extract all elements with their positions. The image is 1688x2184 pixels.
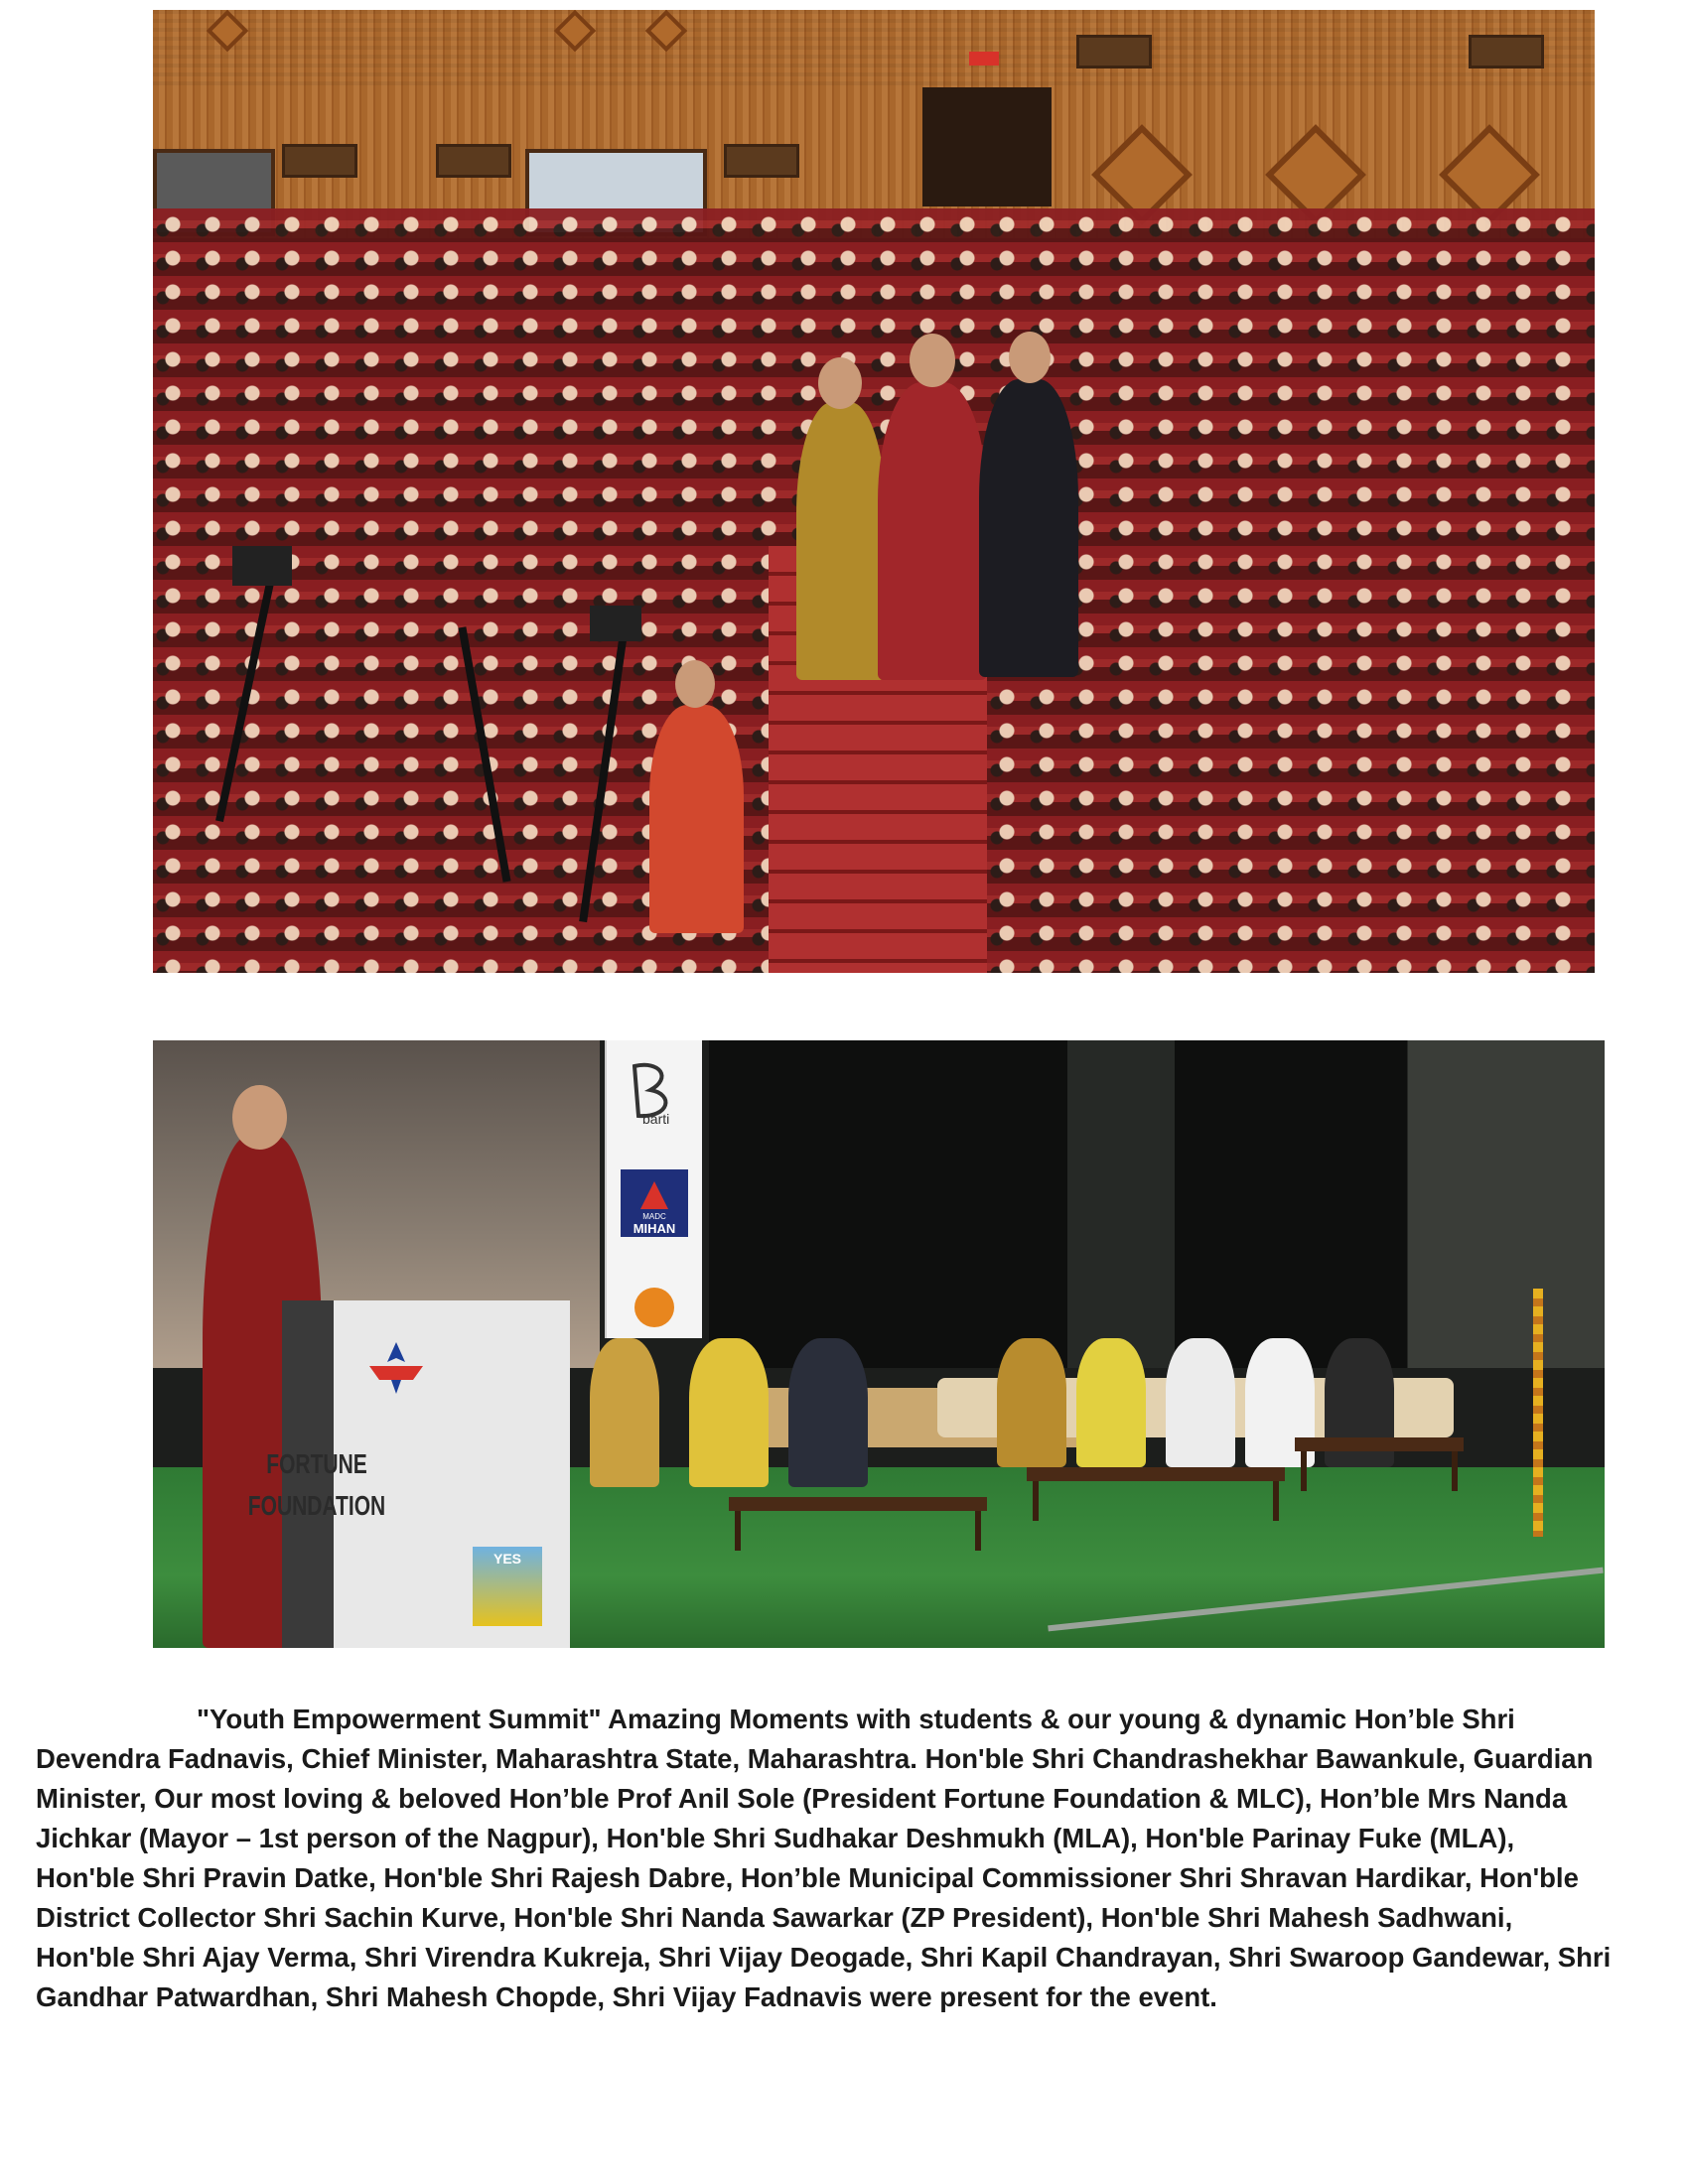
wall-vent	[724, 144, 799, 178]
fortune-foundation-logo	[361, 1338, 431, 1398]
seated-dignitary	[1166, 1338, 1235, 1467]
standing-guest	[796, 402, 886, 680]
caption-paragraph: "Youth Empowerment Summit" Amazing Moments with students & our young & dynamic Hon’ble Shri Devendra Fadnavis, Chief Minister, Maharashtra State, Maharashtra. Hon'ble Shri Chandrashekhar Bawankule, Guardian Minister, Our most loving & beloved Hon’ble Prof Anil Sole (President Fortune Foundation & MLC), Hon’ble Mrs Nanda Jichkar (Mayor – 1st person of the Nagpur), Hon'ble Shri Sudhakar Deshmukh (MLA), Hon'ble Parinay Fuke (MLA), Hon'ble Shri Pravin Datke, Hon'ble Shri Rajesh Dabre, Hon’ble Municipal Commissioner Shri Shravan Hardikar, Hon'ble District Collector Shri Sachin Kurve, Hon'ble Shri Nanda Sawarkar (ZP President), Hon'ble Shri Mahesh Sadhwani, Hon'ble Shri Ajay Verma, Shri Virendra Kukreja, Shri Vijay Deogade, Shri Kapil Chandrayan, Shri Swaroop Gandewar, Shri Gandhar Patwardhan, Shri Mahesh Chopde, Shri Vijay Fadnavis were present for the event.	[36, 1704, 1612, 2012]
wooden-wall	[153, 10, 1595, 238]
seated-dignitary	[788, 1338, 868, 1487]
mihan-logo-text: MIHAN	[633, 1221, 676, 1236]
yes-badge-text: YES	[492, 1551, 521, 1567]
video-camera	[590, 606, 641, 641]
auditorium-photo	[153, 10, 1595, 973]
guest-head	[675, 660, 715, 708]
entrance-door	[922, 87, 1052, 206]
guest-head	[1009, 332, 1051, 383]
coffee-table	[1027, 1467, 1285, 1481]
barti-logo	[621, 1058, 688, 1126]
exit-sign	[969, 52, 999, 66]
guest-head	[910, 334, 955, 387]
stage-backdrop	[709, 1040, 1605, 1368]
seated-guest	[649, 705, 744, 933]
stage-photo	[153, 1040, 1605, 1648]
podium-text-line1: FORTUNE	[266, 1448, 367, 1479]
wall-vent	[1076, 35, 1152, 68]
standing-chief-guest	[878, 382, 987, 680]
seated-dignitary	[689, 1338, 769, 1487]
coffee-table	[729, 1497, 987, 1511]
wall-vent	[1469, 35, 1544, 68]
sponsor-banner	[605, 1040, 702, 1338]
guest-head	[818, 357, 862, 409]
speaker-head	[232, 1085, 287, 1150]
yes-badge	[473, 1547, 542, 1626]
barti-logo-text: barti	[642, 1111, 670, 1126]
mihan-logo-sub: MADC	[642, 1212, 666, 1221]
coffee-table	[1295, 1437, 1464, 1451]
seated-dignitary	[997, 1338, 1066, 1467]
wall-vent	[436, 144, 511, 178]
video-camera	[232, 546, 292, 586]
brass-lamp	[1533, 1289, 1543, 1537]
seated-dignitary	[1076, 1338, 1146, 1467]
podium-text-line2: FOUNDATION	[247, 1490, 386, 1521]
orange-logo	[621, 1274, 688, 1341]
standing-guest	[979, 379, 1078, 677]
wall-vent	[282, 144, 357, 178]
mihan-logo	[621, 1169, 688, 1237]
seated-dignitary	[590, 1338, 659, 1487]
